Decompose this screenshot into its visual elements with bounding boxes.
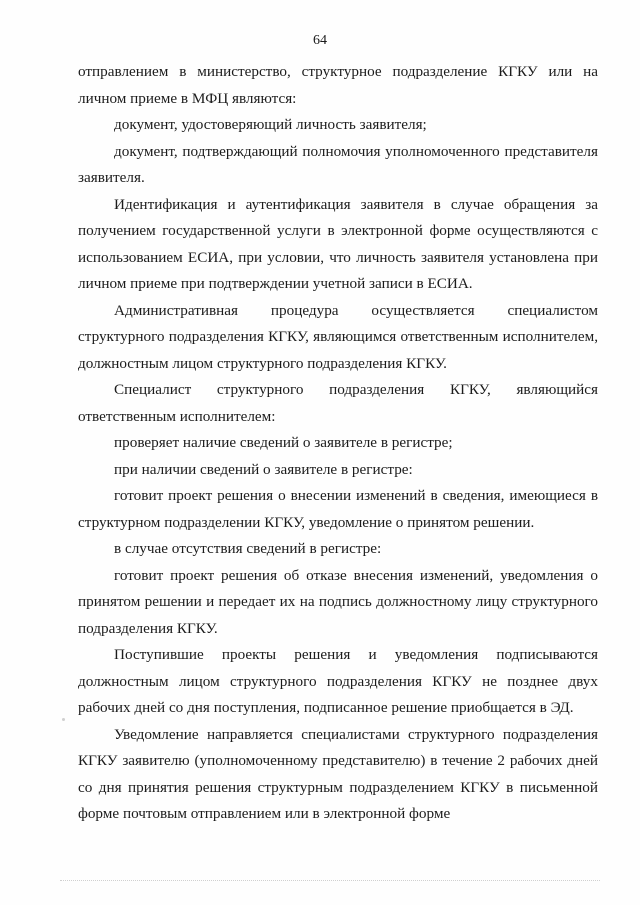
list-item-if-present: при наличии сведений о заявителе в регистре: — [114, 460, 413, 478]
list-item-prepare-change: готовит проект решения о внесении изменений в сведения, имеющиеся в структурном подразделении КГКУ, уведомление о принятом решении. — [78, 487, 598, 531]
paragraph-identification: Идентификация и аутентификация заявителя в случае обращения за получением государственной услуги в электронной форме осуществляются с использованием ЕСИА, при условии, что личность заявителя установлена при личном приеме при подтверждении учетной записи в ЕСИА. — [78, 195, 598, 292]
paragraph-specialist: Специалист структурного подразделения КГКУ, являющийся ответственным исполнителем: — [78, 381, 598, 425]
list-item-prepare-refusal: готовит проект решения об отказе внесения изменений, уведомления о принятом решении и передает их на подпись должностному лицу структурного подразделения КГКУ. — [78, 566, 598, 637]
scan-artifact-line — [60, 880, 600, 881]
paragraph-continuation: отправлением в министерство, структурное подразделение КГКУ или на личном приеме в МФЦ являются: — [78, 63, 598, 107]
list-item-if-absent: в случае отсутствия сведений в регистре: — [114, 540, 382, 557]
scan-speck — [62, 718, 65, 721]
paragraph-signing: Поступившие проекты решения и уведомления подписываются должностным лицом структурного подразделения КГКУ не позднее двух рабочих дней со дня поступления, подписанное решение приобщается в ЭД. — [78, 646, 598, 716]
paragraph-notification: Уведомление направляется специалистами структурного подразделения КГКУ заявителю (уполномоченному представителю) в течение 2 рабочих дней со дня принятия решения структурным подразделением КГКУ в письменной форме почтовым отправлением или в электронной форме — [78, 725, 598, 822]
list-item-authority-document: документ, подтверждающий полномочия уполномоченного представителя заявителя. — [78, 142, 598, 186]
document-body — [78, 59, 598, 828]
page-number: 64 — [313, 33, 327, 48]
list-item-identity-document: документ, удостоверяющий личность заявителя; — [114, 116, 427, 133]
paragraph-administrative-procedure: Административная процедура осуществляется специалистом структурного подразделения КГКУ, являющимся ответственным исполнителем, должностным лицом структурного подразделения КГКУ. — [78, 301, 598, 372]
list-item-check-register: проверяет наличие сведений о заявителе в регистре; — [114, 434, 453, 451]
